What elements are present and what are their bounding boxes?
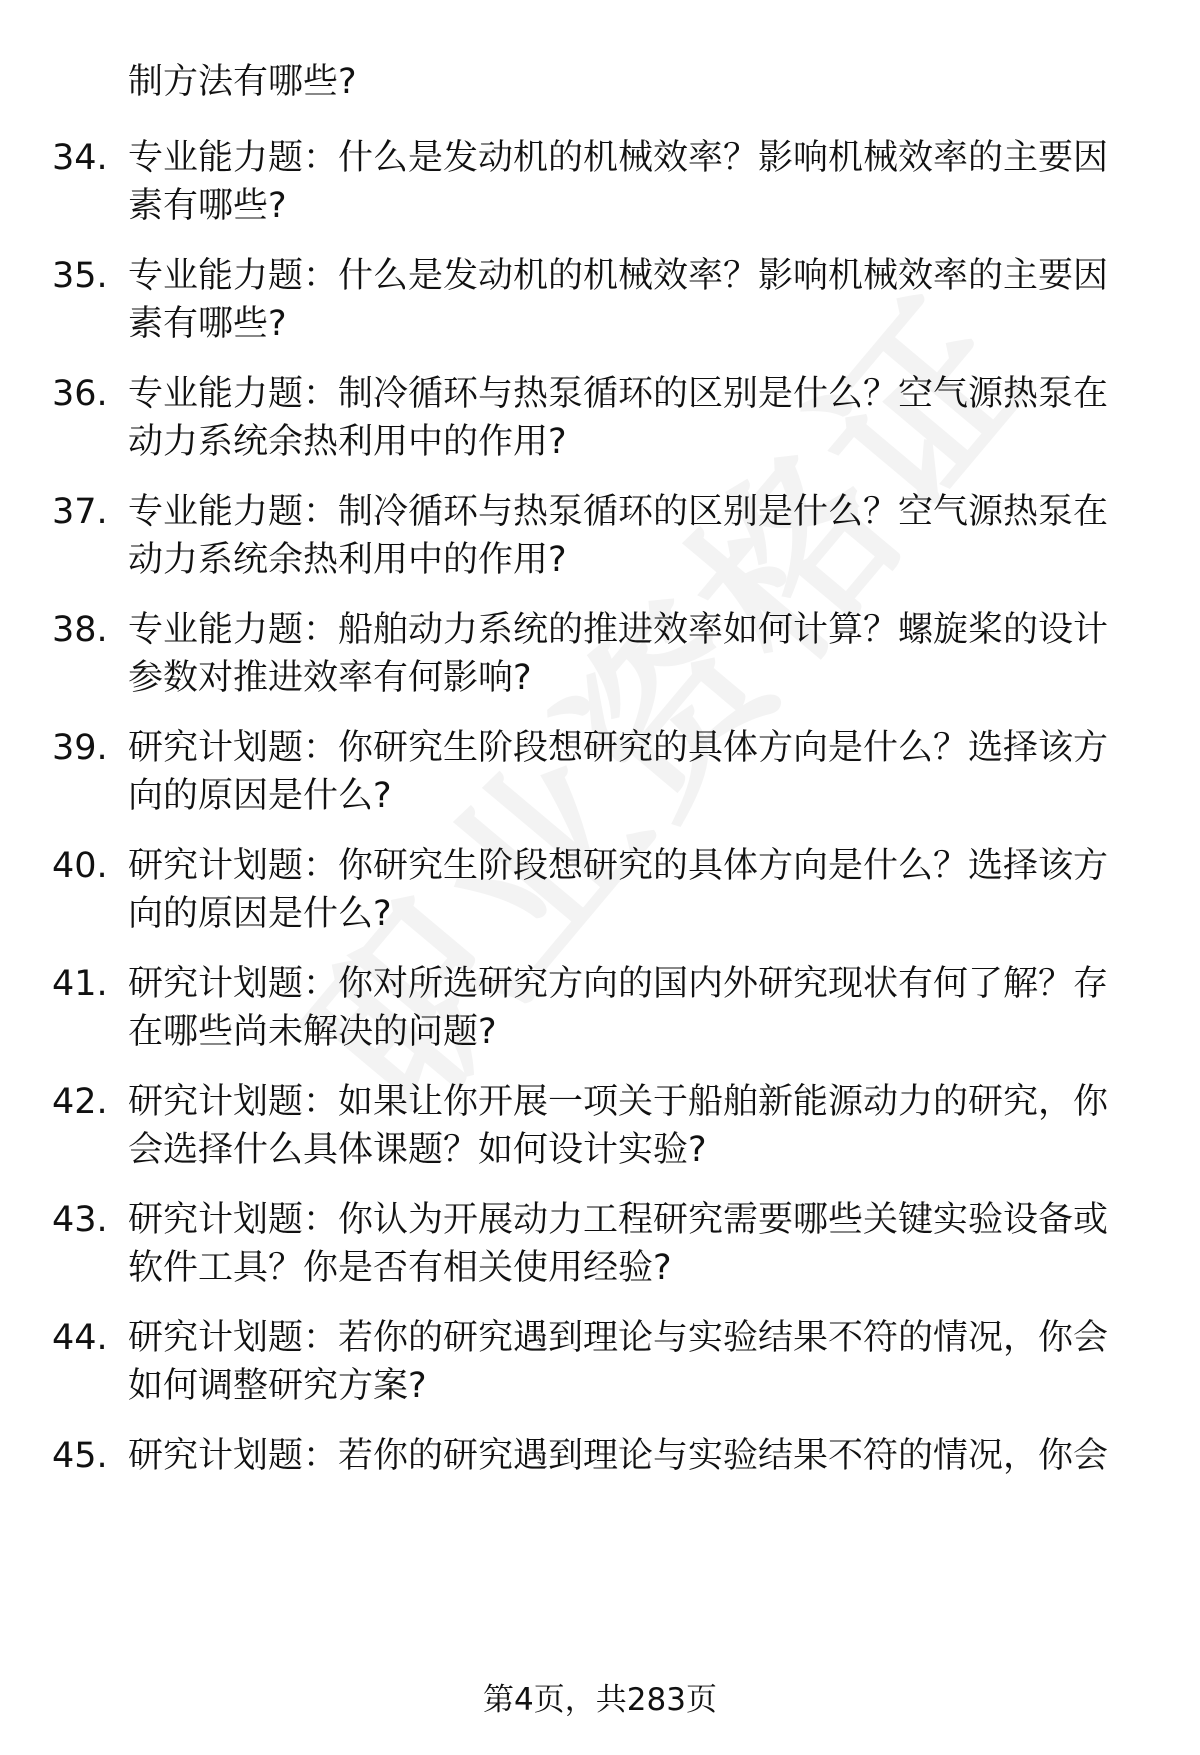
item-number: 35. [52, 256, 108, 296]
page-footer: 第4页，共283页 [483, 1682, 717, 1718]
item-number: 45. [52, 1436, 108, 1476]
item-number: 44. [52, 1318, 108, 1358]
item-text: 研究计划题：你研究生阶段想研究的具体方向是什么？选择该方向的原因是什么? [128, 846, 1109, 934]
item-number: 38. [52, 610, 108, 650]
item-text: 研究计划题：你对所选研究方向的国内外研究现状有何了解？存在哪些尚未解决的问题? [128, 964, 1109, 1052]
item-text: 研究计划题：若你的研究遇到理论与实验结果不符的情况，你会 [128, 1436, 1109, 1476]
item-text: 研究计划题：如果让你开展一项关于船舶新能源动力的研究，你会选择什么具体课题？如何设计实验? [128, 1082, 1109, 1170]
item-number: 42. [52, 1082, 108, 1122]
item-number: 37. [52, 492, 108, 532]
item-text: 专业能力题：船舶动力系统的推进效率如何计算？螺旋桨的设计参数对推进效率有何影响? [128, 610, 1109, 698]
item-text: 研究计划题：你研究生阶段想研究的具体方向是什么？选择该方向的原因是什么? [128, 728, 1109, 816]
item-text: 专业能力题：制冷循环与热泵循环的区别是什么？空气源热泵在动力系统余热利用中的作用? [128, 374, 1109, 462]
item-text: 研究计划题：若你的研究遇到理论与实验结果不符的情况，你会如何调整研究方案? [128, 1318, 1109, 1406]
item-text: 研究计划题：你认为开展动力工程研究需要哪些关键实验设备或软件工具？你是否有相关使用经验? [128, 1200, 1109, 1288]
item-number: 41. [52, 964, 108, 1004]
item-text: 专业能力题：制冷循环与热泵循环的区别是什么？空气源热泵在动力系统余热利用中的作用? [128, 492, 1109, 580]
continuation-text: 制方法有哪些? [128, 62, 357, 102]
item-number: 36. [52, 374, 108, 414]
item-text: 专业能力题：什么是发动机的机械效率？影响机械效率的主要因素有哪些? [128, 256, 1109, 344]
item-text: 专业能力题：什么是发动机的机械效率？影响机械效率的主要因素有哪些? [128, 138, 1109, 226]
item-number: 43. [52, 1200, 108, 1240]
item-number: 39. [52, 728, 108, 768]
item-number: 40. [52, 846, 108, 886]
item-number: 34. [52, 138, 108, 178]
